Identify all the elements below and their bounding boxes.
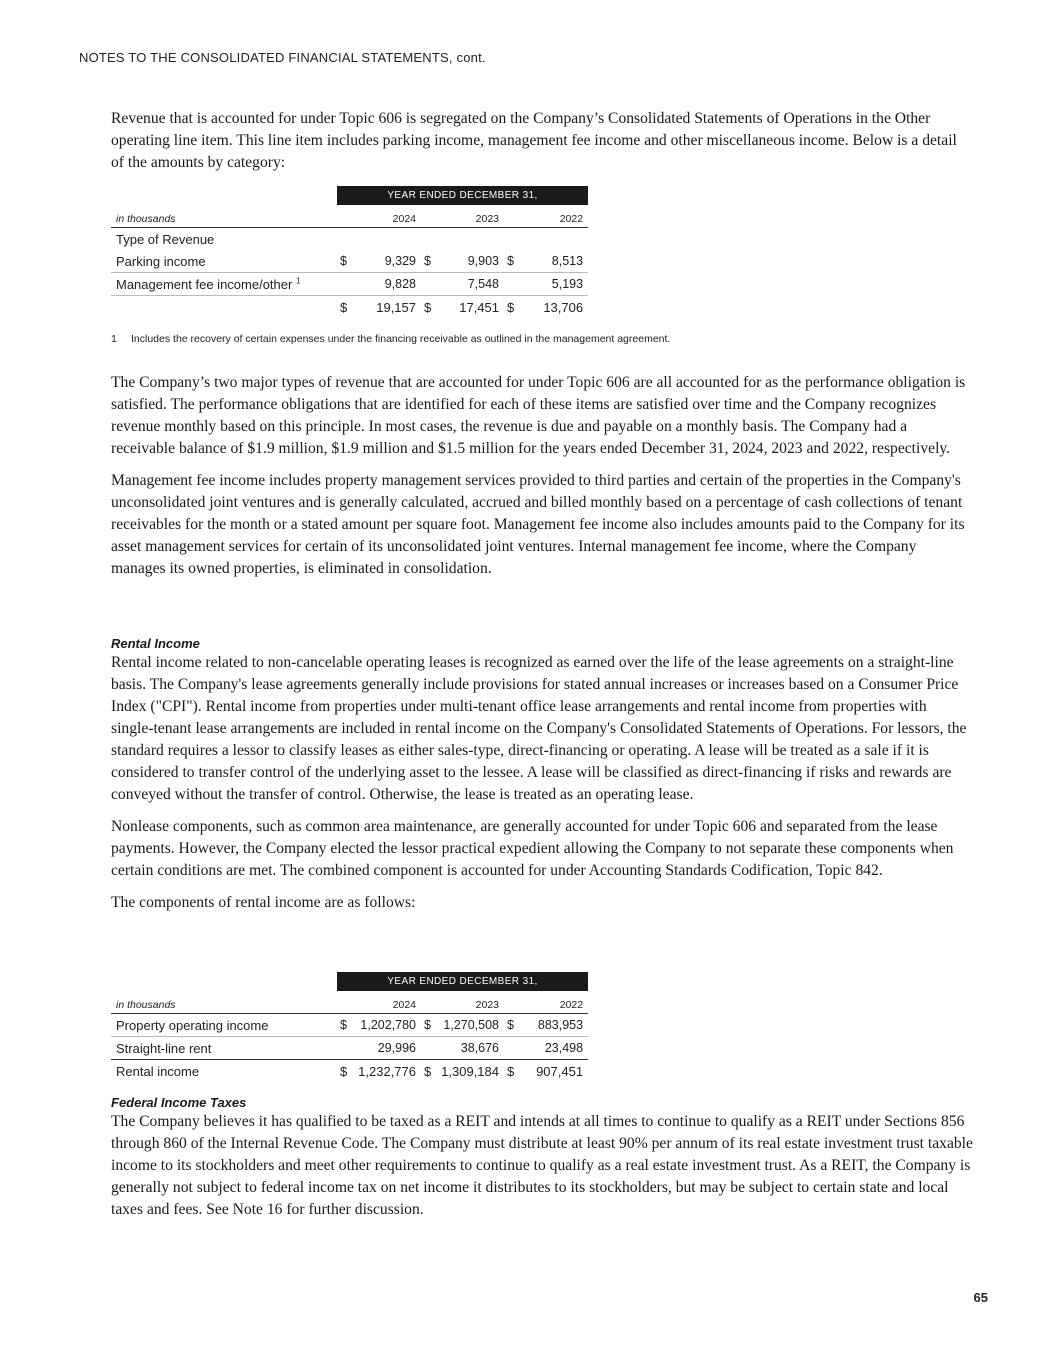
total-cell: 19,157 [376, 299, 416, 315]
year-header-row [111, 991, 588, 1014]
row-label: Management fee income/other $^1$ [111, 273, 337, 296]
year-ended-label: YEAR ENDED DECEMBER 31, [337, 972, 588, 991]
type-of-revenue-label: Type of Revenue [116, 231, 215, 247]
table-row [111, 250, 588, 273]
currency-symbol: $ [424, 299, 432, 315]
running-head: NOTES TO THE CONSOLIDATED FINANCIAL STATEMENTS, cont. [79, 50, 486, 65]
federal-income-taxes-section [111, 1095, 973, 1221]
rental-income-section [111, 636, 973, 914]
intro-paragraph: Revenue that is accounted for under Topic 606 is segregated on the Company’s Consolidated Statements of Operations in the Other operating line item. This line item includes parking income, management fee income and other miscellaneous income. Below is a detail of the amounts by category: [111, 110, 957, 171]
year-2024: 2024 [351, 205, 421, 228]
revenue-recognition-section [111, 372, 973, 580]
footnote-number: 1 [111, 333, 117, 345]
paragraph: Rental income related to non-cancelable operating leases is recognized as earned over the life of the lease agreements on a straight-line basis. The Company's lease agreements generally include provisions for stated annual increases or increases based on a Consumer Price Index ("CPI"). Rental income from properties under multi-tenant office lease arrangements and rental income from properties with single-tenant lease arrangements are included in rental income on the Company's Consolidated Statements of Operations. For lessors, the standard requires a lessor to classify leases as either sales-type, direct-financing or operating. A lease will be treated as a sale if it is considered to transfer control of the underlying asset to the lessee. A lease will be classified as direct-financing if risks and rewards are conveyed without the transfer of control. Otherwise, the lease is treated as an operating lease. [111, 654, 967, 803]
total-cell: 17,451 [459, 299, 499, 315]
table-row [111, 1037, 588, 1060]
year-2023: 2023 [433, 991, 504, 1014]
total-row [111, 1060, 588, 1083]
row-label: Straight-line rent [111, 1037, 337, 1060]
total-row [111, 296, 588, 319]
table-header-band [111, 972, 588, 991]
paragraph: The Company believes it has qualified to be taxed as a REIT and intends at all times to continue to qualify as a REIT under Sections 856 through 860 of the Internal Revenue Code. The Company must distribute at least 90% per annum of its real estate investment trust taxable income to its stockholders and meet other requirements to continue to qualify as a real estate investment trust. As a REIT, the Company is generally not subject to federal income tax on net income it distributes to its stockholders, but may be subject to certain state and local taxes and fees. See Note 16 for further discussion. [111, 1113, 973, 1218]
footnote-text: Includes the recovery of certain expenses under the financing receivable as outlined in the management agreement. [131, 333, 671, 345]
paragraph: Management fee income includes property management services provided to third parties and certain of the properties in the Company's unconsolidated joint ventures and is generally calculated, accrued and billed monthly based on a percentage of cash collections of tenant receivables for the month or a stated amount per square foot. Management fee income also includes amounts paid to the Company for its asset management services for certain of its unconsolidated joint ventures. Internal management fee income, where the Company manages its owned properties, is eliminated in consolidation. [111, 472, 965, 577]
currency-symbol: $ [337, 250, 351, 273]
rental-income-heading: Rental Income [111, 636, 200, 651]
table-cell: 9,903 [435, 250, 504, 273]
table-cell: 5,193 [518, 273, 588, 296]
table-cell: 9,329 [351, 250, 421, 273]
year-ended-label: YEAR ENDED DECEMBER 31, [337, 186, 588, 205]
currency-symbol: $ [507, 299, 515, 315]
table-cell: 7,548 [435, 273, 504, 296]
table-header-band [111, 186, 588, 205]
currency-symbol: $ [504, 250, 518, 273]
table-cell: 9,828 [351, 273, 421, 296]
total-cell: 13,706 [543, 299, 584, 315]
currency-symbol: $ [421, 250, 435, 273]
currency-symbol: $ [340, 1063, 348, 1079]
unit-label: in thousands [111, 991, 337, 1014]
rental-income-table [111, 972, 588, 1082]
total-cell: 1,309,184 [441, 1063, 499, 1079]
table-cell: 8,513 [518, 250, 588, 273]
year-2023: 2023 [435, 205, 504, 228]
year-header-row [111, 205, 588, 228]
total-label: Rental income [116, 1063, 200, 1079]
currency-symbol: $ [507, 1063, 515, 1079]
paragraph: Nonlease components, such as common area maintenance, are generally accounted for under Topic 606 and separated from the lease payments. However, the Company elected the lessor practical expedient allowing the Company to not separate these components when certain conditions are met. The combined component is accounted for under Accounting Standards Codification, Topic 842. [111, 818, 954, 879]
row-label: Property operating income [111, 1014, 337, 1037]
federal-income-taxes-heading: Federal Income Taxes [111, 1095, 247, 1110]
total-cell: 1,232,776 [358, 1063, 416, 1079]
table-cell: 38,676 [433, 1037, 504, 1060]
currency-symbol: $ [421, 1014, 433, 1037]
year-2024: 2024 [349, 991, 421, 1014]
total-cell: 907,451 [536, 1063, 584, 1079]
paragraph: The components of rental income are as follows: [111, 894, 416, 911]
currency-symbol: $ [504, 1014, 518, 1037]
year-2022: 2022 [518, 205, 588, 228]
table-row [111, 273, 588, 296]
table-cell: 883,953 [518, 1014, 588, 1037]
table-cell: 23,498 [518, 1037, 588, 1060]
table-row [111, 1014, 588, 1037]
footnote-marker: 1 [295, 276, 301, 286]
paragraph: The Company’s two major types of revenue that are accounted for under Topic 606 are all accounted for as the performance obligation is satisfied. The performance obligations that are identified for each of these items are satisfied over time and the Company recognizes revenue monthly based on this principle. In most cases, the revenue is due and payable on a monthly basis. The Company had a receivable balance of $1.9 million, $1.9 million and $1.5 million for the years ended December 31, 2024, 2023 and 2022, respectively. [111, 374, 966, 457]
table-cell: 29,996 [349, 1037, 421, 1060]
currency-symbol: $ [337, 1014, 349, 1037]
currency-symbol: $ [340, 299, 348, 315]
currency-symbol: $ [424, 1063, 432, 1079]
intro-section [111, 108, 973, 174]
revenue-by-category-table [111, 186, 588, 318]
page-number: 65 [973, 1290, 988, 1305]
unit-label: in thousands [111, 205, 337, 228]
table-cell: 1,270,508 [433, 1014, 504, 1037]
year-2022: 2022 [518, 991, 588, 1014]
section-label-row [111, 228, 588, 251]
table-cell: 1,202,780 [349, 1014, 421, 1037]
footnote [111, 333, 670, 345]
row-label: Parking income [111, 250, 337, 273]
